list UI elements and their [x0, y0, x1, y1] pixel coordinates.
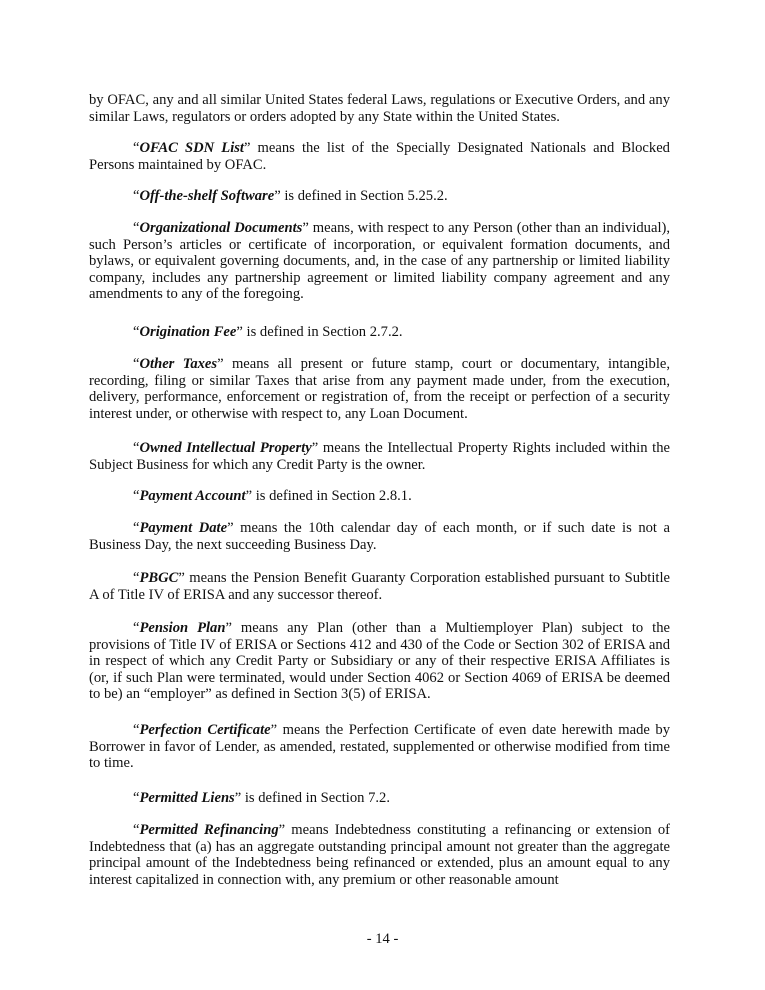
- definition-paragraph: [89, 620, 670, 703]
- defined-term: Owned Intellectual Property: [139, 440, 312, 456]
- definition-paragraph: [89, 220, 670, 303]
- definition-text: ” means the 10th calendar day of each month, or if such date is not a Business Day, the next succeeding Business Day.: [89, 520, 670, 553]
- definition-paragraph: [89, 356, 670, 422]
- definition-paragraph: [89, 188, 670, 205]
- defined-term: Permitted Refinancing: [139, 822, 279, 838]
- open-quote: “: [133, 140, 140, 156]
- open-quote: “: [133, 790, 140, 806]
- defined-term: Pension Plan: [139, 620, 226, 636]
- open-quote: “: [133, 220, 140, 236]
- definition-text: ” means any Plan (other than a Multiemployer Plan) subject to the provisions of Title IV of ERISA or Sections 412 and 430 of the Code or Section 302 of ERISA and in respect of which any Credit Party or Subsidiary or any of their respective ERISA Affiliates is (or, if such Plan were terminated, would under Section 4062 or Section 4069 of ERISA be deemed to be) an “employer” as defined in Section 3(5) of ERISA.: [89, 620, 671, 703]
- definition-paragraph: [89, 140, 670, 173]
- definition-paragraph: [89, 822, 670, 888]
- definition-paragraph: [89, 790, 670, 807]
- defined-term: Off-the-shelf Software: [139, 188, 275, 204]
- definition-paragraph: [89, 324, 670, 341]
- defined-term: Origination Fee: [139, 324, 237, 340]
- definition-text: ” means Indebtedness constituting a refinancing or extension of Indebtedness that (a) has an aggregate outstanding principal amount not greater than the aggregate principal amount of the Indebtedness being refinanced or extended, plus an amount equal to any interest capitalized in connection with, any premium or other reasonable amount: [89, 822, 670, 888]
- definition-text: ” is defined in Section 7.2.: [234, 790, 390, 806]
- defined-term: OFAC SDN List: [139, 140, 244, 156]
- defined-term: Permitted Liens: [139, 790, 235, 806]
- open-quote: “: [133, 570, 140, 586]
- open-quote: “: [133, 722, 140, 738]
- definition-text: ” means, with respect to any Person (other than an individual), such Person’s articles or certificate of incorporation, or equivalent formation documents, and bylaws, or equivalent governing documents, and, in the case of any partnership or limited liability company, includes any partnership agreement or limited liability company agreement and any amendments to any of the foregoing.: [89, 220, 671, 303]
- page-number: - 14 -: [366, 931, 399, 947]
- definition-text: ” is defined in Section 5.25.2.: [274, 188, 448, 204]
- definition-paragraph: [89, 440, 670, 473]
- open-quote: “: [133, 324, 140, 340]
- open-quote: “: [133, 520, 140, 536]
- continuation-paragraph: by OFAC, any and all similar United States federal Laws, regulations or Executive Orders, and any similar Laws, regulators or orders adopted by any State within the United States.: [89, 92, 670, 125]
- definition-text: ” means the list of the Specially Designated Nationals and Blocked Persons maintained by OFAC.: [89, 140, 670, 173]
- definition-paragraph: [89, 570, 670, 603]
- definition-text: ” means the Pension Benefit Guaranty Corporation established pursuant to Subtitle A of Title IV of ERISA and any successor thereof.: [89, 570, 670, 603]
- defined-term: Payment Date: [139, 520, 228, 536]
- defined-term: PBGC: [139, 570, 179, 586]
- open-quote: “: [133, 620, 140, 636]
- definition-paragraph: [89, 520, 670, 553]
- defined-term: Payment Account: [139, 488, 246, 504]
- defined-term: Other Taxes: [139, 356, 218, 372]
- defined-term: Organizational Documents: [139, 220, 303, 236]
- definition-paragraph: [89, 488, 670, 505]
- definition-paragraph: [89, 722, 670, 772]
- defined-term: Perfection Certificate: [139, 722, 271, 738]
- definition-text: ” is defined in Section 2.7.2.: [236, 324, 403, 340]
- definition-text: ” means all present or future stamp, court or documentary, intangible, recording, filing or similar Taxes that arise from any payment made under, from the execution, delivery, performance, enforcement or registration of, from the receipt or perfection of a security interest under, or otherwise with respect to, any Loan Document.: [89, 356, 670, 422]
- definition-text: ” is defined in Section 2.8.1.: [245, 488, 412, 504]
- open-quote: “: [133, 488, 140, 504]
- open-quote: “: [133, 188, 140, 204]
- open-quote: “: [133, 440, 140, 456]
- open-quote: “: [133, 822, 140, 838]
- open-quote: “: [133, 356, 140, 372]
- definition-text: ” means the Perfection Certificate of even date herewith made by Borrower in favor of Lender, as amended, restated, supplemented or otherwise modified from time to time.: [89, 722, 670, 772]
- definition-text: ” means the Intellectual Property Rights included within the Subject Business for which any Credit Party is the owner.: [89, 440, 670, 473]
